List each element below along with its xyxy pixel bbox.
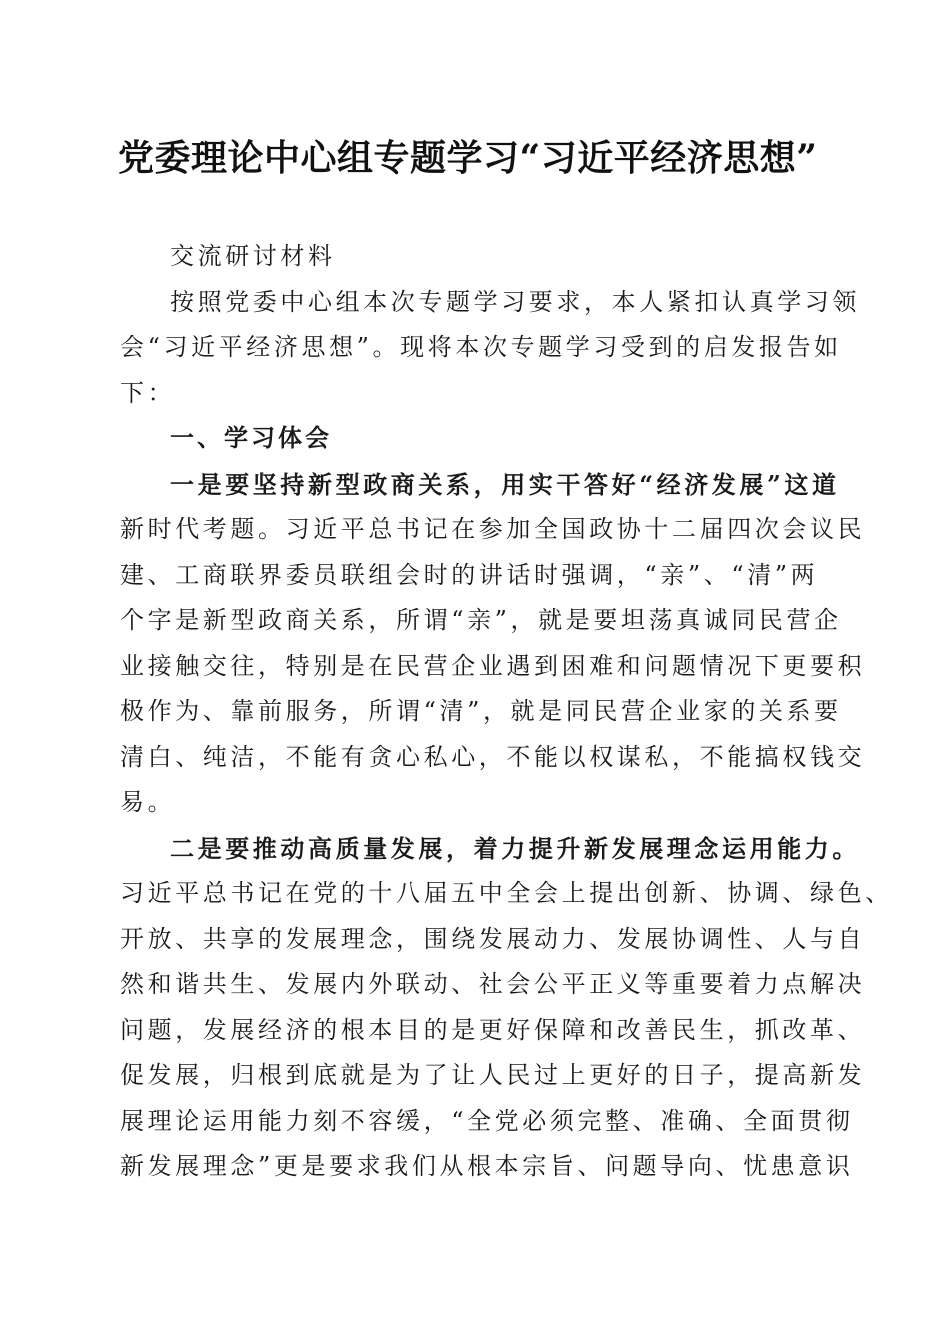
point2-line: 二是要推动高质量发展，着力提升新发展理念运用能力。 — [170, 833, 860, 863]
point1-line: 新时代考题。习近平总书记在参加全国政协十二届四次会议民 — [120, 515, 866, 543]
document-body — [120, 234, 893, 1190]
point1-line: 业接触交往，特别是在民营企业遇到困难和问题情况下更要积 — [120, 651, 866, 680]
document-title: 党委理论中心组专题学习“习近平经济思想” — [118, 137, 818, 179]
point2-line: 展理论运用能力刻不容缓，“全党必须完整、准确、全面贯彻 — [120, 1106, 854, 1135]
document-subtitle: 交流研讨材料 — [170, 242, 336, 270]
section-heading: 一、学习体会 — [170, 424, 332, 452]
intro-line: 按照党委中心组本次专题学习要求，本人紧扣认真学习领 — [170, 287, 860, 316]
point1-line: 清白、纯洁，不能有贪心私心，不能以权谋私，不能搞权钱交 — [120, 742, 866, 771]
point1-line: 一是要坚持新型政商关系，用实干答好“经济发展”这道 — [170, 469, 840, 499]
point1-line: 个字是新型政商关系，所谓“亲”，就是要坦荡真诚同民营企 — [120, 606, 842, 634]
point2-line: 然和谐共生、发展内外联动、社会公平正义等重要着力点解决 — [120, 970, 866, 998]
point2-line: 促发展，归根到底就是为了让人民过上更好的日子，提高新发 — [120, 1061, 866, 1089]
point2-line: 开放、共享的发展理念，围绕发展动力、发展协调性、人与自 — [120, 924, 866, 953]
point2-line: 问题，发展经济的根本目的是更好保障和改善民生，抓改革、 — [120, 1015, 866, 1044]
intro-line: 下： — [120, 378, 176, 407]
point1-line: 建、工商联界委员联组会时的讲话时强调，“亲”、“清”两 — [120, 560, 819, 589]
intro-line: 会“习近平经济思想”。现将本次专题学习受到的启发报告如 — [120, 333, 842, 361]
point2-line: 新发展理念”更是要求我们从根本宗旨、问题导向、忧患意识 — [120, 1152, 854, 1180]
point1-line: 易。 — [120, 788, 176, 816]
point1-line: 极作为、靠前服务，所谓“清”，就是同民营企业家的关系要 — [120, 697, 842, 725]
point2-line: 习近平总书记在党的十八届五中全会上提出创新、协调、绿色、 — [120, 879, 893, 907]
